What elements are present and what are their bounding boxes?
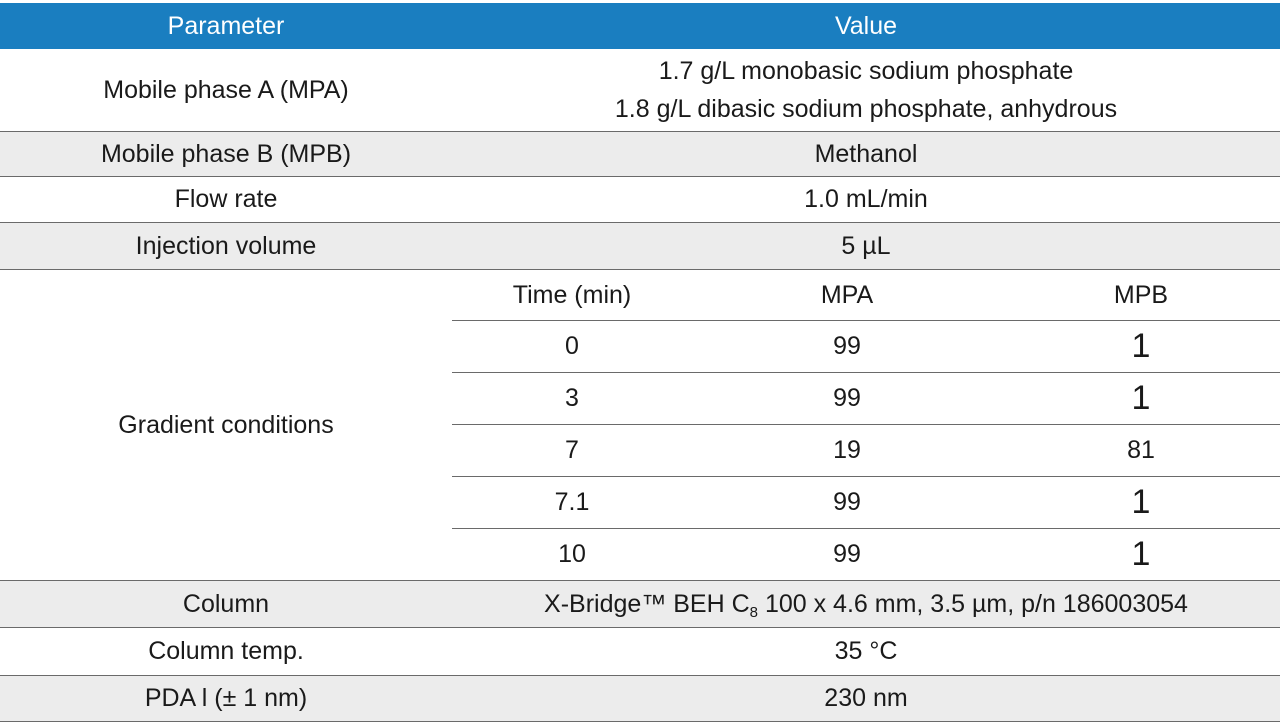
gradient-time: 7.1: [554, 488, 590, 516]
param-label: PDA l (± 1 nm): [144, 684, 308, 712]
gradient-mpa: 99: [833, 488, 861, 516]
gradient-time: 0: [565, 332, 579, 360]
value-line-1: 1.7 g/L monobasic sodium phosphate: [658, 57, 1074, 85]
gradient-mpb: 81: [1127, 436, 1155, 464]
gradient-mpb: 1: [1131, 535, 1151, 573]
gradient-header-mpa: MPA: [820, 280, 874, 309]
value-cell: [452, 581, 1280, 627]
value-line-2: 1.8 g/L dibasic sodium phosphate, anhydrous: [614, 95, 1118, 123]
gradient-mpa: 99: [833, 384, 861, 412]
gradient-header-time: Time (min): [512, 280, 632, 309]
header-value: Value: [834, 11, 898, 40]
row-injection-volume: [0, 223, 1280, 269]
param-label: Gradient conditions: [118, 410, 334, 439]
value-cell: 1.0 mL/min: [804, 185, 928, 213]
column-name: X-Bridge™ BEH C: [544, 589, 750, 618]
row-column: [0, 581, 1280, 627]
gradient-mpb: 1: [1131, 483, 1151, 521]
value-cell: [452, 49, 1280, 131]
value-cell: 230 nm: [824, 684, 908, 712]
value-cell: 35 °C: [834, 637, 898, 665]
param-label: Injection volume: [135, 231, 317, 260]
gradient-mpa: 99: [833, 332, 861, 360]
header-parameter: Parameter: [167, 11, 285, 40]
column-spec: 100 x 4.6 mm, 3.5 µm, p/n 186003054: [758, 589, 1188, 618]
row-mobile-phase-b: [0, 132, 1280, 176]
param-label: Flow rate: [174, 185, 278, 213]
gradient-time: 7: [565, 436, 579, 464]
gradient-mpb: 1: [1131, 327, 1151, 365]
column-subscript: 8: [749, 603, 758, 621]
param-label: Mobile phase B (MPB): [100, 139, 352, 168]
divider: [0, 721, 1280, 722]
param-label: Column temp.: [148, 637, 304, 665]
param-label: Column: [182, 589, 270, 618]
gradient-mpb: 1: [1131, 379, 1151, 417]
gradient-time: 10: [558, 540, 586, 568]
table-header: [0, 3, 1280, 49]
gradient-mpa: 99: [833, 540, 861, 568]
gradient-header-mpb: MPB: [1113, 280, 1169, 309]
gradient-time: 3: [565, 384, 579, 412]
param-label: Mobile phase A (MPA): [103, 75, 349, 104]
value-cell: 5 µL: [841, 231, 891, 260]
row-gradient-conditions: [0, 270, 1280, 580]
row-column-temp: [0, 628, 1280, 675]
row-pda: [0, 676, 1280, 721]
row-mobile-phase-a: [0, 49, 1280, 131]
row-flow-rate: [0, 177, 1280, 222]
value-cell: Methanol: [814, 139, 918, 168]
gradient-mpa: 19: [833, 436, 861, 464]
